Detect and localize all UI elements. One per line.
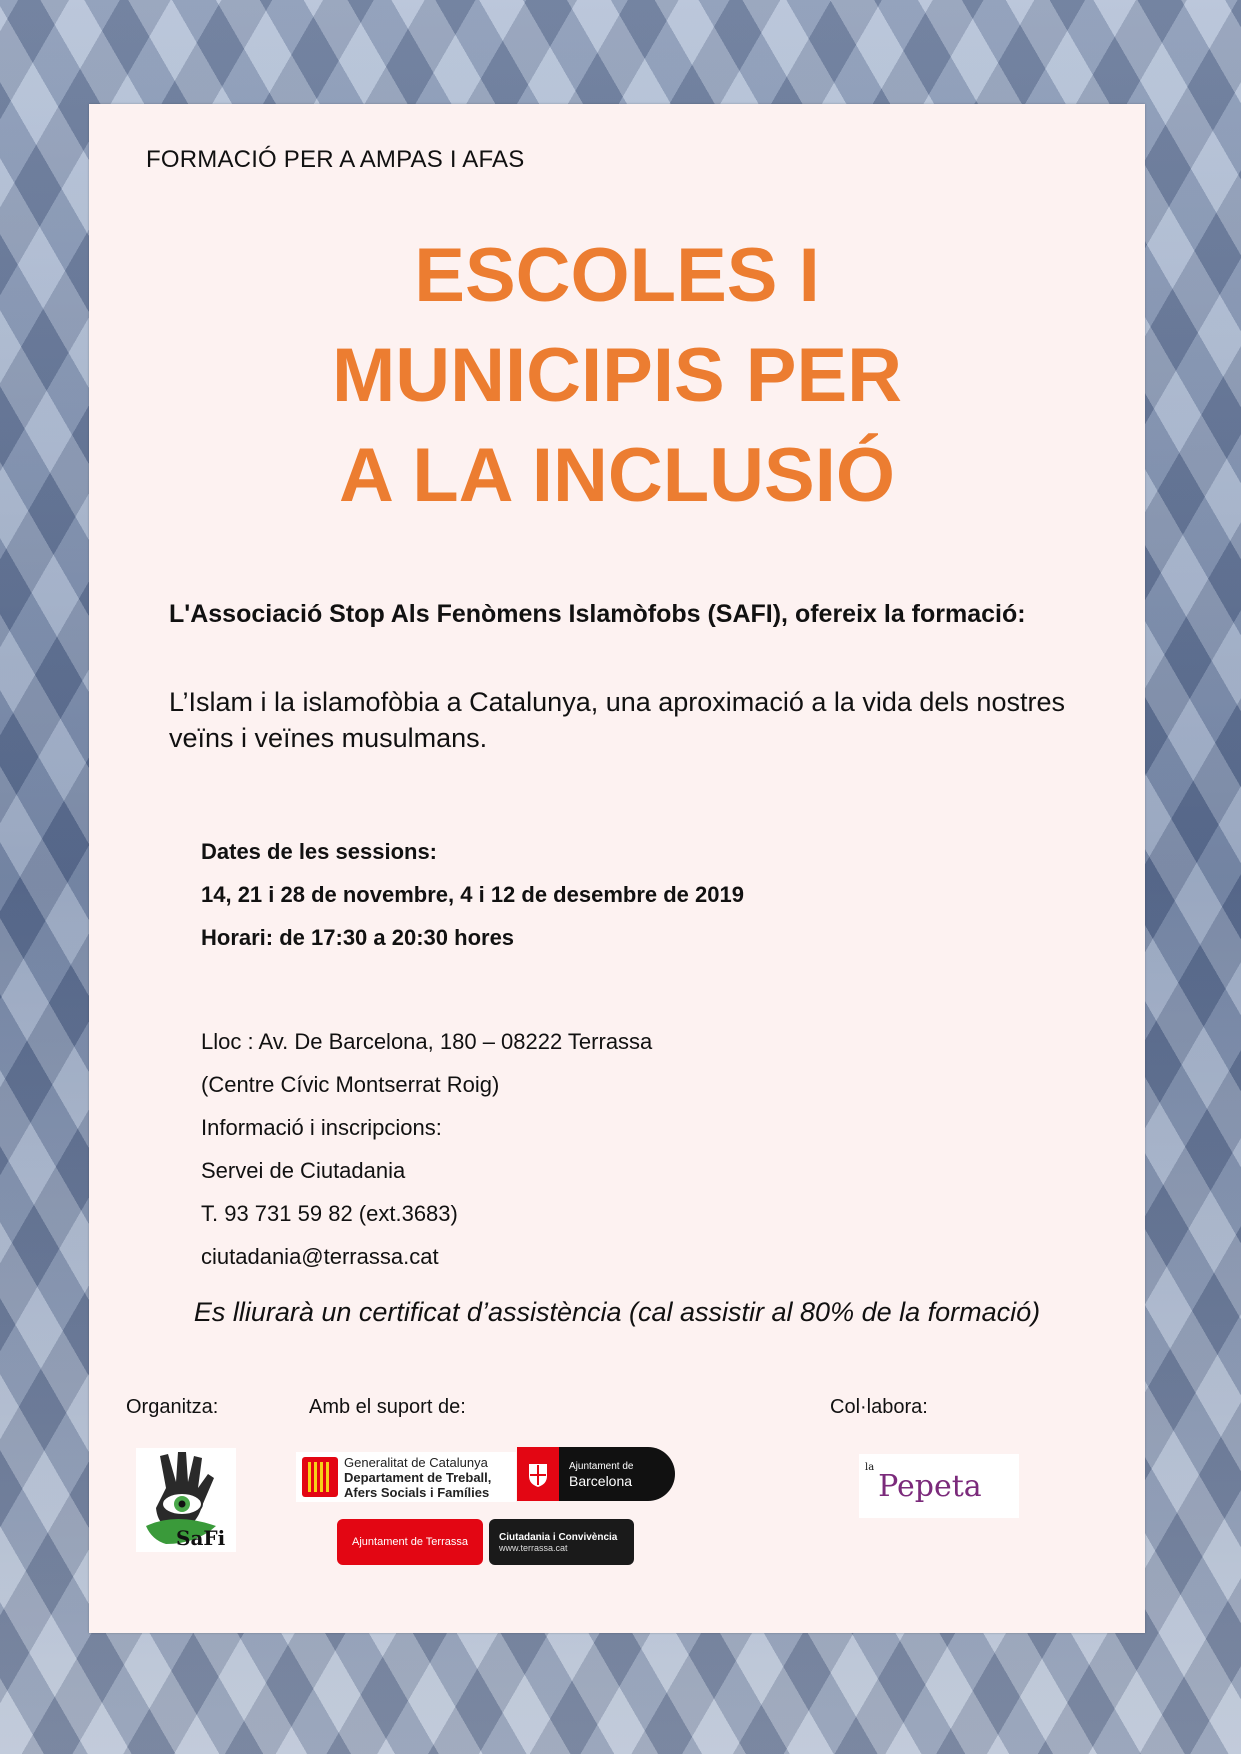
sessions-schedule: Horari: de 17:30 a 20:30 hores xyxy=(201,925,515,950)
pepeta-logo xyxy=(859,1454,1019,1518)
generalitat-line-3: Afers Socials i Famílies xyxy=(344,1484,490,1500)
title-line-2: MUNICIPIS PER xyxy=(331,333,903,418)
course-title: L’Islam i la islamofòbia a Catalunya, una aproximació a la vida dels nostres veïns i veïnes musulmans. xyxy=(169,687,1065,753)
organizer-label: Organitza: xyxy=(126,1396,219,1418)
intro-text: L'Associació Stop Als Fenòmens Islamòfobs (SAFI), ofereix la formació: xyxy=(169,600,1026,628)
generalitat-line-2: Departament de Treball, xyxy=(344,1469,492,1485)
info-place: Lloc : Av. De Barcelona, 180 – 08222 Terrassa xyxy=(201,1029,653,1054)
barcelona-line-2: Barcelona xyxy=(569,1473,633,1489)
generalitat-logo xyxy=(296,1452,516,1502)
barcelona-line-1: Ajuntament de xyxy=(569,1461,634,1472)
barcelona-shield-icon xyxy=(517,1447,559,1501)
info-phone: T. 93 731 59 82 (ext.3683) xyxy=(201,1201,458,1226)
info-block xyxy=(201,1020,652,1278)
sessions-block xyxy=(201,830,744,959)
info-registration: Informació i inscripcions: xyxy=(201,1115,442,1140)
safi-logo xyxy=(136,1448,236,1552)
title-line-1: ESCOLES I xyxy=(414,233,820,318)
safi-logo-text: SaFi xyxy=(176,1526,226,1550)
barcelona-text xyxy=(569,1460,634,1488)
shield-icon xyxy=(527,1460,549,1488)
certificate-note: Es lliurarà un certificat d’assistència (cal assistir al 80% de la formació) xyxy=(193,1297,1041,1327)
generalitat-line-1: Generalitat de Catalunya xyxy=(344,1454,488,1470)
support-label: Amb el suport de: xyxy=(309,1396,466,1418)
poster-title xyxy=(89,226,1145,526)
title-line-3: A LA INCLUSIÓ xyxy=(339,433,895,518)
pepeta-prefix: la xyxy=(865,1462,875,1473)
poster-card xyxy=(89,104,1145,1633)
pepeta-name: Pepeta xyxy=(878,1468,982,1504)
terrassa-text: Ajuntament de Terrassa xyxy=(352,1536,468,1548)
barcelona-logo xyxy=(517,1447,675,1501)
info-venue: (Centre Cívic Montserrat Roig) xyxy=(201,1072,500,1097)
ciutadania-line-1: Ciutadania i Convivència xyxy=(499,1531,618,1543)
collab-label: Col·labora: xyxy=(830,1396,928,1418)
poster-kicker: FORMACIÓ PER A AMPAS I AFAS xyxy=(146,146,525,173)
sessions-heading: Dates de les sessions: xyxy=(201,839,438,864)
ciutadania-line-2: www.terrassa.cat xyxy=(499,1542,568,1553)
generalitat-text xyxy=(344,1455,491,1500)
sessions-dates: 14, 21 i 28 de novembre, 4 i 12 de desembre de 2019 xyxy=(201,882,744,907)
terrassa-logo xyxy=(337,1519,483,1565)
info-email[interactable]: ciutadania@terrassa.cat xyxy=(201,1244,439,1269)
info-service: Servei de Ciutadania xyxy=(201,1158,406,1183)
ciutadania-logo xyxy=(489,1519,634,1565)
senyera-icon xyxy=(302,1457,338,1497)
